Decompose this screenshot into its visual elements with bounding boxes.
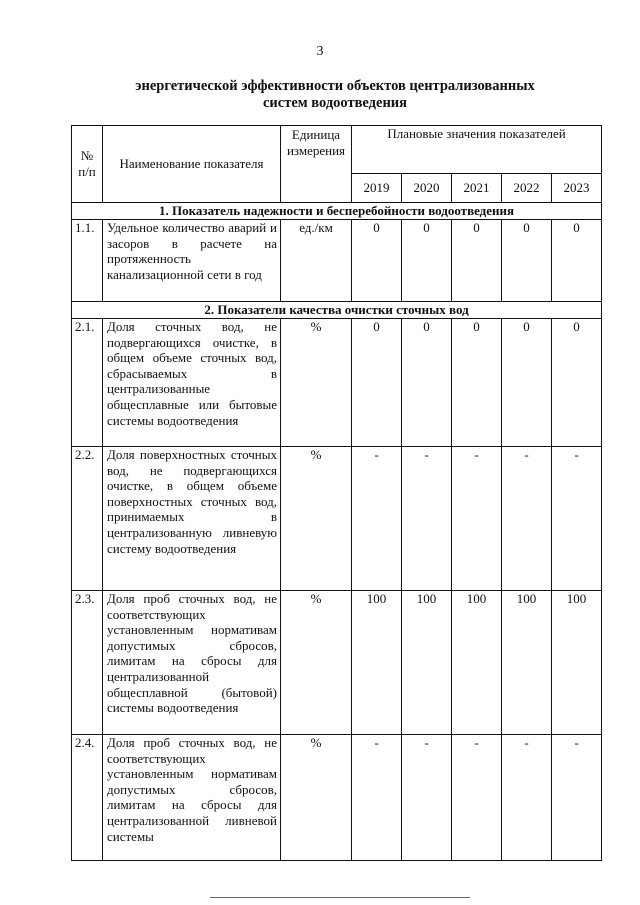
unit-cell: % (281, 591, 352, 735)
value-cell: - (502, 447, 552, 591)
header-year: 2020 (402, 174, 452, 203)
unit-cell: % (281, 319, 352, 447)
row-number: 2.3. (72, 591, 103, 735)
header-year: 2022 (502, 174, 552, 203)
value-cell: 100 (352, 591, 402, 735)
value-cell: - (452, 447, 502, 591)
indicator-name: Доля поверхностных сточных вод, не подвергающихся очистке, в общем объеме поверхностных сточных вод, принимаемых в централизованную ливневую систему водоотведения (103, 447, 281, 591)
table-row (72, 447, 602, 591)
document-title (110, 78, 560, 112)
table-row (72, 735, 602, 861)
header-year: 2019 (352, 174, 402, 203)
indicator-name: Доля проб сточных вод, не соответствующих установленным нормативам допустимых сбросов, лимитам на сбросы для централизованной общесплавной (бытовой) системы водоотведения (103, 591, 281, 735)
value-cell: 0 (402, 220, 452, 302)
row-number: 2.1. (72, 319, 103, 447)
value-cell: 0 (502, 220, 552, 302)
indicator-name: Удельное количество аварий и засоров в расчете на протяженность канализационной сети в год (103, 220, 281, 302)
value-cell: 100 (502, 591, 552, 735)
page-number: 3 (316, 44, 324, 59)
unit-cell: % (281, 735, 352, 861)
value-cell: 0 (452, 319, 502, 447)
value-cell: 0 (552, 319, 602, 447)
value-cell: - (552, 735, 602, 861)
indicator-name: Доля сточных вод, не подвергающихся очистке, в общем объеме сточных вод, сбрасываемых в централизованные общесплавные или бытовые системы водоотведения (103, 319, 281, 447)
value-cell: - (352, 735, 402, 861)
indicators-table (71, 125, 602, 861)
value-cell: 0 (452, 220, 502, 302)
header-year: 2023 (552, 174, 602, 203)
table-row (72, 591, 602, 735)
footer-rule (210, 897, 470, 898)
value-cell: - (402, 447, 452, 591)
value-cell: 0 (552, 220, 602, 302)
header-unit: Единица измерения (281, 126, 352, 203)
title-line-1: энергетической эффективности объектов централизованных (135, 78, 535, 94)
header-year: 2021 (452, 174, 502, 203)
value-cell: - (502, 735, 552, 861)
unit-cell: ед./км (281, 220, 352, 302)
header-num: № п/п (72, 126, 103, 203)
indicator-name: Доля проб сточных вод, не соответствующих установленным нормативам допустимых сбросов, лимитам на сбросы для централизованной ливневой системы (103, 735, 281, 861)
section-title: 2. Показатели качества очистки сточных вод (72, 302, 602, 319)
title-line-2: систем водоотведения (262, 95, 408, 111)
value-cell: 0 (352, 319, 402, 447)
row-number: 2.2. (72, 447, 103, 591)
table-row (72, 220, 602, 302)
value-cell: 0 (502, 319, 552, 447)
row-number: 1.1. (72, 220, 103, 302)
value-cell: - (402, 735, 452, 861)
value-cell: - (352, 447, 402, 591)
value-cell: 0 (352, 220, 402, 302)
row-number: 2.4. (72, 735, 103, 861)
unit-cell: % (281, 447, 352, 591)
value-cell: 100 (452, 591, 502, 735)
table-row (72, 319, 602, 447)
header-name: Наименование показателя (103, 126, 281, 203)
value-cell: - (452, 735, 502, 861)
value-cell: 100 (552, 591, 602, 735)
header-plan: Плановые значения показателей (352, 126, 602, 174)
value-cell: 0 (402, 319, 452, 447)
section-title: 1. Показатель надежности и бесперебойности водоотведения (72, 203, 602, 220)
value-cell: 100 (402, 591, 452, 735)
value-cell: - (552, 447, 602, 591)
